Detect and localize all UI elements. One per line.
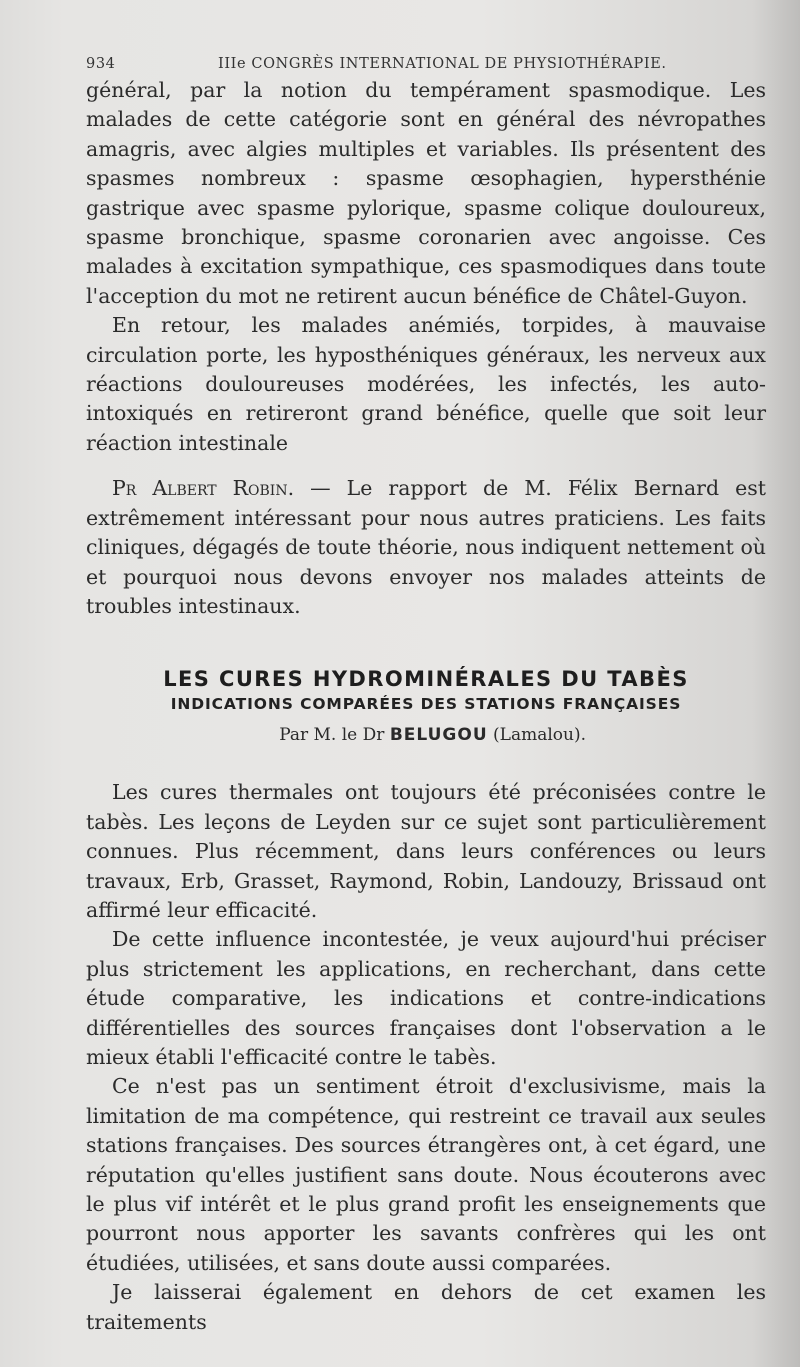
discussion-paragraph <box>86 474 766 621</box>
paragraph: Ce n'est pas un sentiment étroit d'exclusivisme, mais la limitation de ma compétence, qui restreint ce travail aux seules stations françaises. Des sources étrangères ont, à cet égard, une réputation qu'elles justifient sans doute. Nous écouterons avec le plus vif intérêt et le plus grand profit les enseignements que pourront nous apporter les savants confrères qui les ont étudiées, utilisées, et sans doute aussi comparées. <box>86 1074 766 1275</box>
byline-prefix: Par M. le Dr <box>279 725 390 746</box>
discussion-text: — Le rapport de M. Félix Bernard est extrêmement intéressant pour nous autres praticiens. Les faits cliniques, dégagés de toute théorie, nous indiquent nettement où et pourquoi nous devons envoyer nos malades atteints de troubles intestinaux. <box>86 476 766 618</box>
author-name: BELUGOU <box>389 725 488 746</box>
running-head <box>86 56 766 72</box>
paragraph: Les cures thermales ont toujours été préconisées contre le tabès. Les leçons de Leyden sur ce sujet sont particulièrement connues. Plus récemment, dans leurs conférences ou leurs travaux, Erb, Grasset, Raymond, Robin, Landouzy, Brissaud ont affirmé leur efficacité. <box>86 780 766 922</box>
text-column <box>86 56 766 1337</box>
paragraph-continuation: général, par la notion du tempérament spasmodique. Les malades de cette catégorie sont en général des névropathes amagris, avec algies multiples et variables. Ils présentent des spasmes nombreux : spasme œsophagien, hypersthénie gastrique avec spasme pylorique, spasme colique douloureux, spasme bronchique, spasme coronarien avec angoisse. Ces malades à excitation sympathique, ces spasmodiques dans toute l'acception du mot ne retirent aucun bénéfice de Châtel-Guyon. <box>86 78 766 308</box>
byline-location: (Lamalou). <box>487 725 586 746</box>
article-title: LES CURES HYDROMINÉRALES DU TABÈS <box>163 667 689 692</box>
paragraph: Je laisserai également en dehors de cet examen les traitements <box>86 1280 766 1334</box>
page-number: 934 <box>86 56 116 72</box>
running-title: IIIe CONGRÈS INTERNATIONAL DE PHYSIOTHÉRAPIE. <box>218 56 667 72</box>
paragraph: De cette influence incontestée, je veux aujourd'hui préciser plus strictement les applications, en recherchant, dans cette étude comparative, les indications et contre-indications différentielles des sources françaises dont l'observation a le mieux établi l'efficacité contre le tabès. <box>86 927 766 1069</box>
byline <box>86 725 586 745</box>
article-subtitle: INDICATIONS COMPARÉES DES STATIONS FRANÇAISES <box>170 695 682 714</box>
paragraph: En retour, les malades anémiés, torpides, à mauvaise circulation porte, les hyposthéniques généraux, les nerveux aux réactions douloureuses modérées, les infectés, les auto-intoxiqués en retireront grand bénéfice, quelle que soit leur réaction intestinale <box>86 313 766 455</box>
speaker-name: Pr Albert Robin. <box>112 476 295 501</box>
